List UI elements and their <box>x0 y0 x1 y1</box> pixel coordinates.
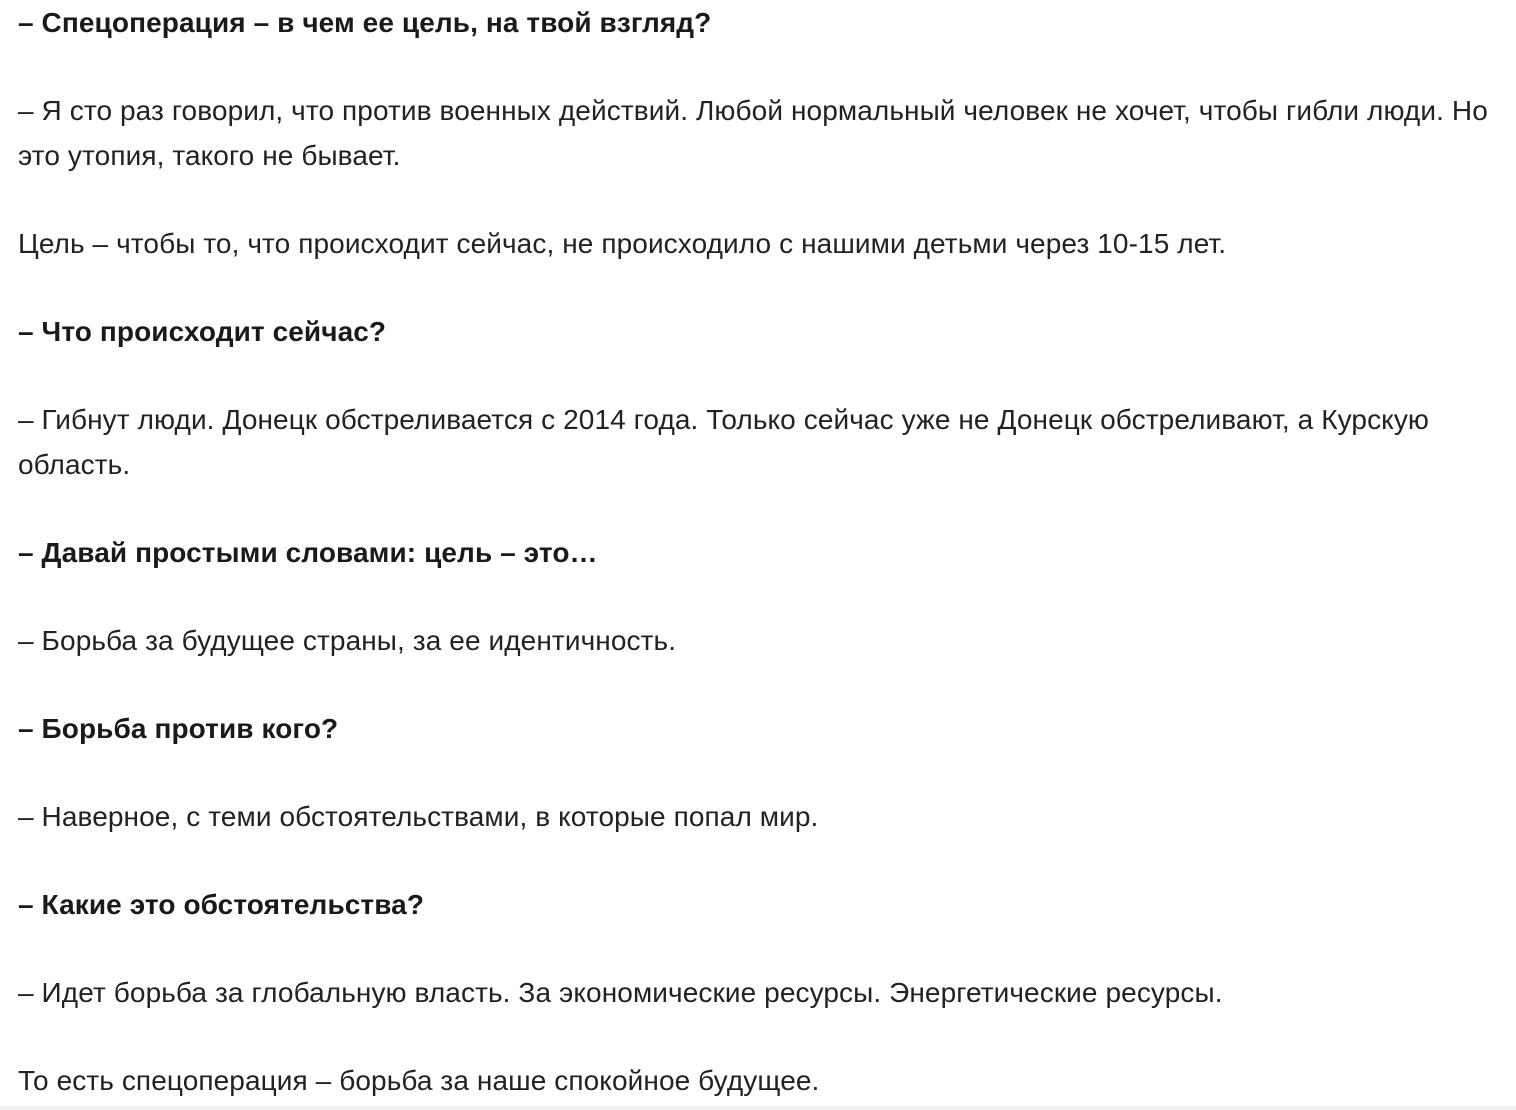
answer-paragraph: То есть спецоперация – борьба за наше спокойное будущее. <box>18 1065 820 1096</box>
question-paragraph: – Какие это обстоятельства? <box>18 889 425 920</box>
question-paragraph: – Спецоперация – в чем ее цель, на твой взгляд? <box>18 7 712 38</box>
answer-paragraph: – Наверное, с теми обстоятельствами, в которые попал мир. <box>18 801 819 832</box>
question-paragraph: – Давай простыми словами: цель – это… <box>18 537 598 568</box>
answer-paragraph: – Борьба за будущее страны, за ее идентичность. <box>18 625 677 656</box>
page-bottom-edge <box>0 1106 1516 1110</box>
question-paragraph: – Борьба против кого? <box>18 713 339 744</box>
question-paragraph: – Что происходит сейчас? <box>18 316 387 347</box>
article-body <box>18 0 1498 1103</box>
answer-paragraph: – Гибнут люди. Донецк обстреливается с 2014 года. Только сейчас уже не Донецк обстреливают, а Курскую область. <box>18 404 1430 480</box>
answer-paragraph: – Идет борьба за глобальную власть. За экономические ресурсы. Энергетические ресурсы. <box>18 977 1223 1008</box>
answer-paragraph: Цель – чтобы то, что происходит сейчас, не происходило с нашими детьми через 10-15 лет. <box>18 228 1227 259</box>
answer-paragraph: – Я сто раз говорил, что против военных действий. Любой нормальный человек не хочет, чтобы гибли люди. Но это утопия, такого не бывает. <box>18 95 1488 171</box>
